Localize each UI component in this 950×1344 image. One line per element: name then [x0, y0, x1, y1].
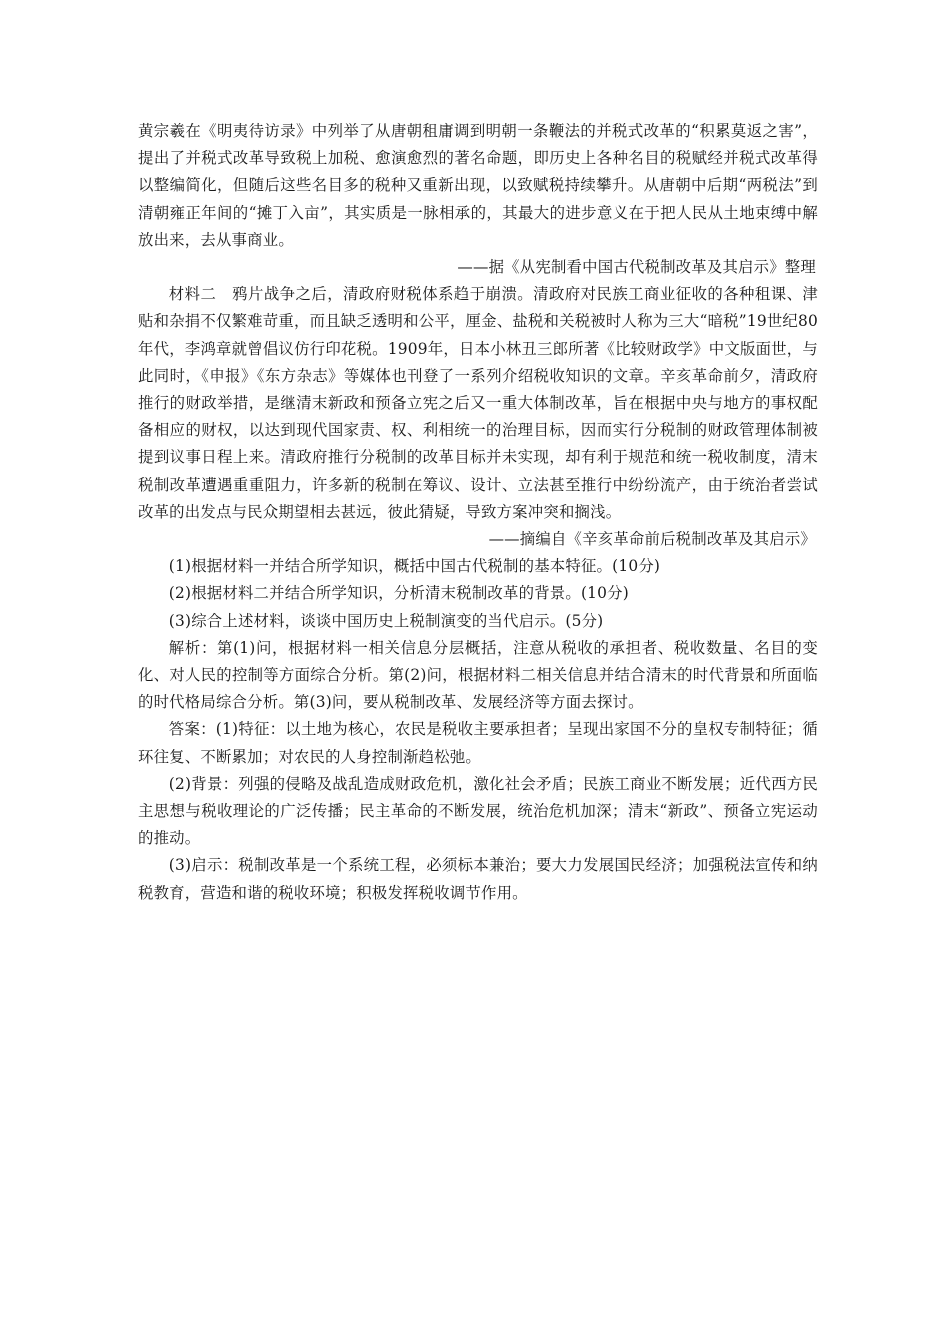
material-one-source: ——据《从宪制看中国古代税制改革及其启示》整理: [457, 258, 816, 277]
question-1: (1)根据材料一并结合所学知识，概括中国古代税制的基本特征。(10分): [168, 557, 661, 576]
answer-2: (2)背景：列强的侵略及战乱造成财政危机，激化社会矛盾；民族工商业不断发展；近代西方民主思想与税收理论的广泛传播；民主革命的不断发展，统治危机加深；清末“新政”、预备立宪运动的推动。: [138, 774, 818, 848]
answer-1: 答案：(1)特征：以土地为核心，农民是税收主要承担者；呈现出家国不分的皇权专制特征；循环往复、不断累加；对农民的人身控制渐趋松弛。: [138, 720, 818, 766]
question-3: (3)综合上述材料，谈谈中国历史上税制演变的当代启示。(5分): [168, 611, 604, 630]
question-2: (2)根据材料二并结合所学知识，分析清末税制改革的背景。(10分): [168, 584, 629, 603]
material-two-text: 材料二 鸦片战争之后，清政府财税体系趋于崩溃。清政府对民族工商业征收的各种租课、津贴和杂捐不仅繁难苛重，而且缺乏透明和公平，厘金、盐税和关税被时人称为三大“暗税”19世纪80年代，李鸿章就曾倡议仿行印花税。1909年，日本小林丑三郎所著《比较财政学》中文版面世，与此同时，《申报》《东方杂志》等媒体也刊登了一系列介绍税收知识的文章。辛亥革命前夕，清政府推行的财政举措，是继清末新政和预备立宪之后又一重大体制改革，旨在根据中央与地方的事权配备相应的财权，以达到现代国家责、权、利相统一的治理目标，因而实行分税制的财政管理体制被提到议事日程上来。清政府推行分税制的改革目标并未实现，却有利于规范和统一税收制度，清末税制改革遭遇重重阻力，许多新的税制在筹议、设计、立法甚至推行中纷纷流产，由于统治者尝试改革的出发点与民众期望相去甚远，彼此猜疑，导致方案冲突和搁浅。: [138, 285, 818, 521]
answer-3: (3)启示：税制改革是一个系统工程，必须标本兼治；要大力发展国民经济；加强税法宣传和纳税教育，营造和谐的税收环境；积极发挥税收调节作用。: [138, 856, 818, 902]
material-two-source: ——摘编自《辛亥革命前后税制改革及其启示》: [488, 530, 816, 549]
document-content: [138, 118, 818, 907]
material-one-text: 黄宗羲在《明夷待访录》中列举了从唐朝租庸调到明朝一条鞭法的并税式改革的“积累莫返之害”，提出了并税式改革导致税上加税、愈演愈烈的著名命题，即历史上各种名目的税赋经并税式改革得以整编简化，但随后这些名目多的税种又重新出现，以致赋税持续攀升。从唐朝中后期“两税法”到清朝雍正年间的“摊丁入亩”，其实质是一脉相承的，其最大的进步意义在于把人民从土地束缚中解放出来，去从事商业。: [138, 122, 818, 249]
analysis-text: 解析：第(1)问，根据材料一相关信息分层概括，注意从税收的承担者、税收数量、名目的变化、对人民的控制等方面综合分析。第(2)问，根据材料二相关信息并结合清末的时代背景和所面临的时代格局综合分析。第(3)问，要从税制改革、发展经济等方面去探讨。: [138, 638, 818, 712]
